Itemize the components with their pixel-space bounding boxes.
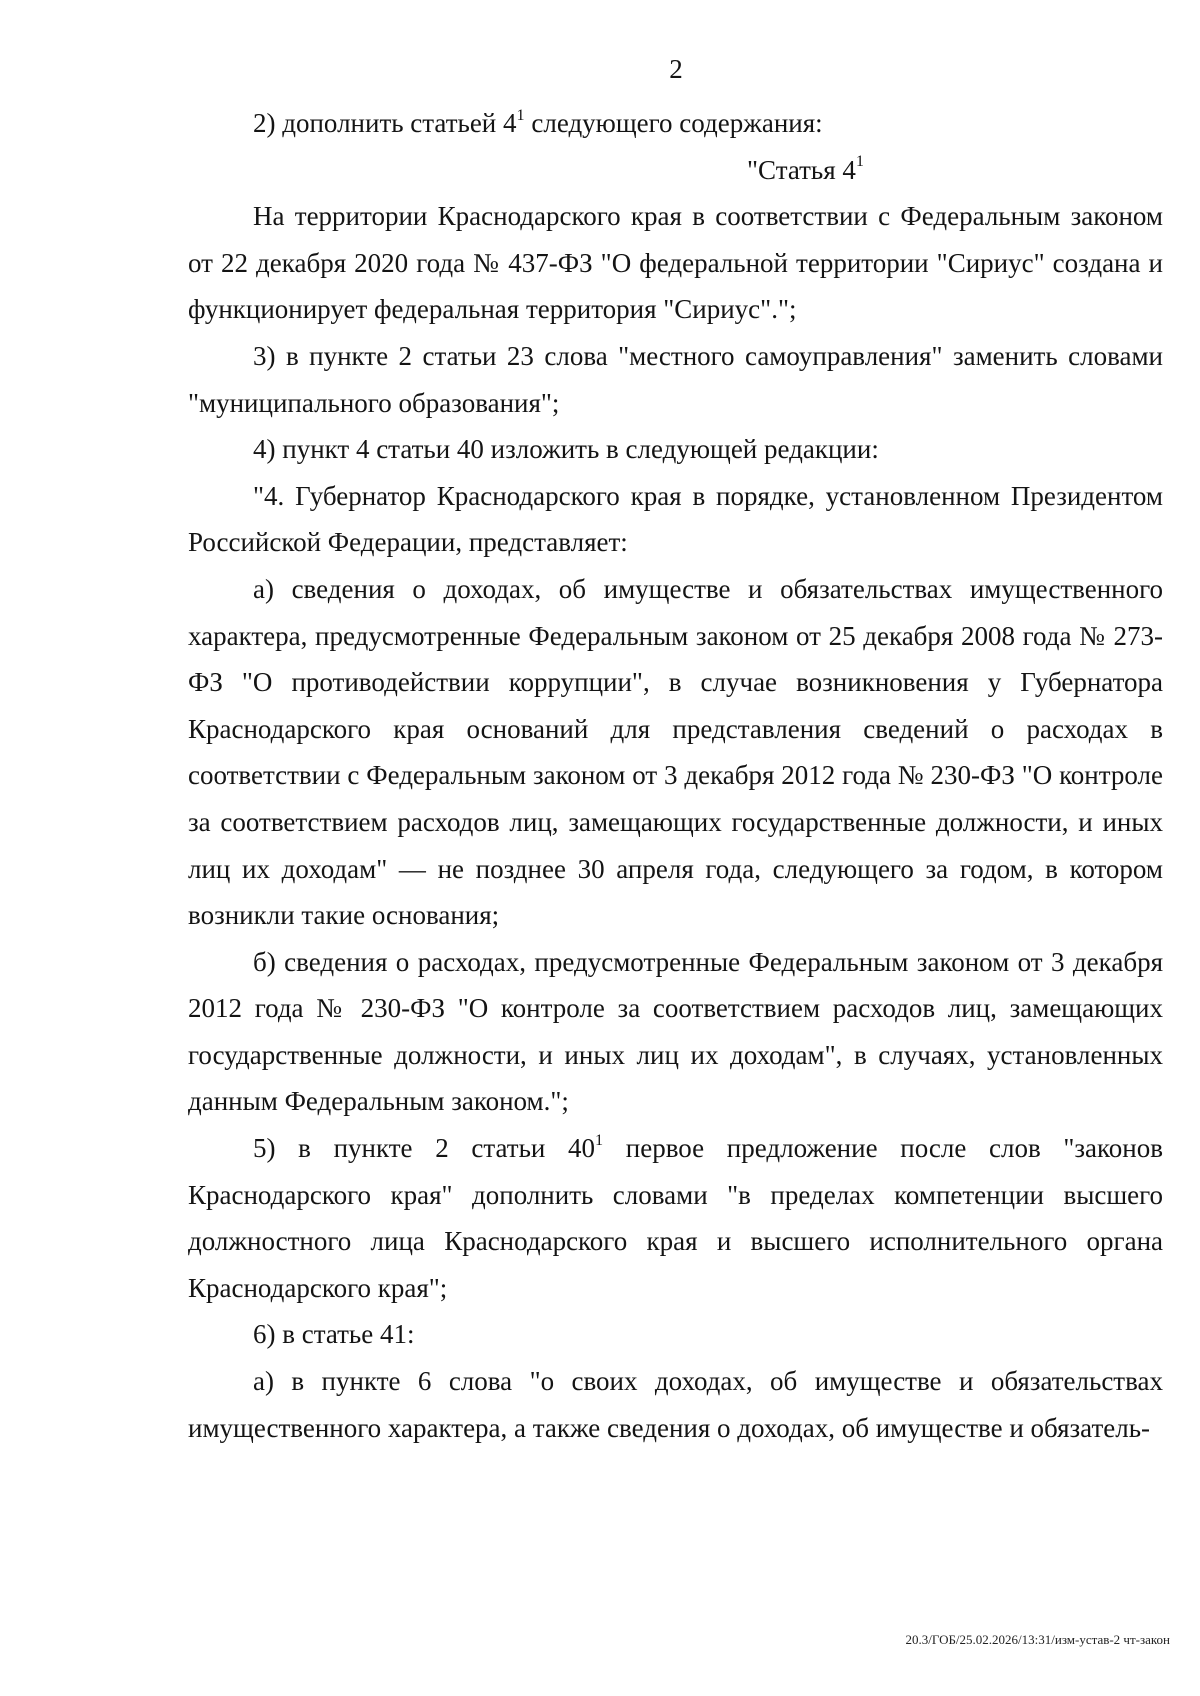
page-number: 2 <box>669 54 683 84</box>
superscript: 1 <box>516 105 525 124</box>
article-heading-text: "Статья 4 <box>747 154 856 185</box>
paragraph-item-4: 4) пункт 4 статьи 40 изложить в следующей редакции: <box>253 434 879 465</box>
paragraph-item-3: 3) в пункте 2 статьи 23 слова "местного самоуправления" заменить словами "муниципального образования"; <box>188 340 1163 418</box>
article-heading <box>188 147 1163 194</box>
quoted-point-4: "4. Губернатор Краснодарского края в порядке, установленном Президентом Российской Федерации, представляет: <box>188 480 1163 558</box>
paragraph-text: следующего содержания: <box>524 108 823 138</box>
subpoint-a-article-41: а) в пункте 6 слова "о своих доходах, об имуществе и обязательствах имущественного характера, а также сведения о доходах, об имуществе и обязатель- <box>188 1366 1163 1443</box>
paragraph-item-2 <box>188 100 1163 147</box>
document-footer-code: 20.3/ГОБ/25.02.2026/13:31/изм-устав-2 чт-закон <box>905 1632 1170 1647</box>
paragraph-item-6: 6) в статье 41: <box>253 1319 415 1350</box>
paragraph-text: первое предложение после слов "законов Краснодарского края" дополнить словами "в пределах компетенции высшего должностного лица Краснодарского края и высшего исполнительного органа Краснодарского края"; <box>188 1133 1163 1303</box>
paragraph-text: 5) в пункте 2 статьи 40 <box>253 1133 596 1164</box>
document-body <box>188 100 1163 1451</box>
article-body-paragraph: На территории Краснодарского края в соответствии с Федеральным законом от 22 декабря 2020 года № 437-ФЗ "О федеральной территории "Сириус" создана и функционирует федеральная территория "Сириус"."; <box>188 201 1163 325</box>
paragraph-item-5 <box>188 1125 1163 1311</box>
paragraph-text: 2) дополнить статьей 4 <box>253 108 517 138</box>
subpoint-b: б) сведения о расходах, предусмотренные Федеральным законом от 3 декабря 2012 года № 230-ФЗ "О контроле за соответствием расходов лиц, замещающих государственные должности, и иных лиц их доходам", в случаях, установленных данным Федеральным законом."; <box>188 946 1163 1117</box>
superscript: 1 <box>855 152 864 171</box>
subpoint-a: а) сведения о доходах, об имуществе и обязательствах имущественного характера, предусмотренные Федеральным законом от 25 декабря 2008 года № 273-ФЗ "О противодействии коррупции", в случае возникновения у Губернатора Краснодарского края оснований для представления сведений о расходах в соответствии с Федеральным законом от 3 декабря 2012 года № 230-ФЗ "О контроле за соответствием расходов лиц, замещающих государственные должности, и иных лиц их доходам" — не позднее 30 апреля года, следующего за годом, в котором возникли такие основания; <box>188 573 1163 931</box>
superscript: 1 <box>595 1130 604 1149</box>
